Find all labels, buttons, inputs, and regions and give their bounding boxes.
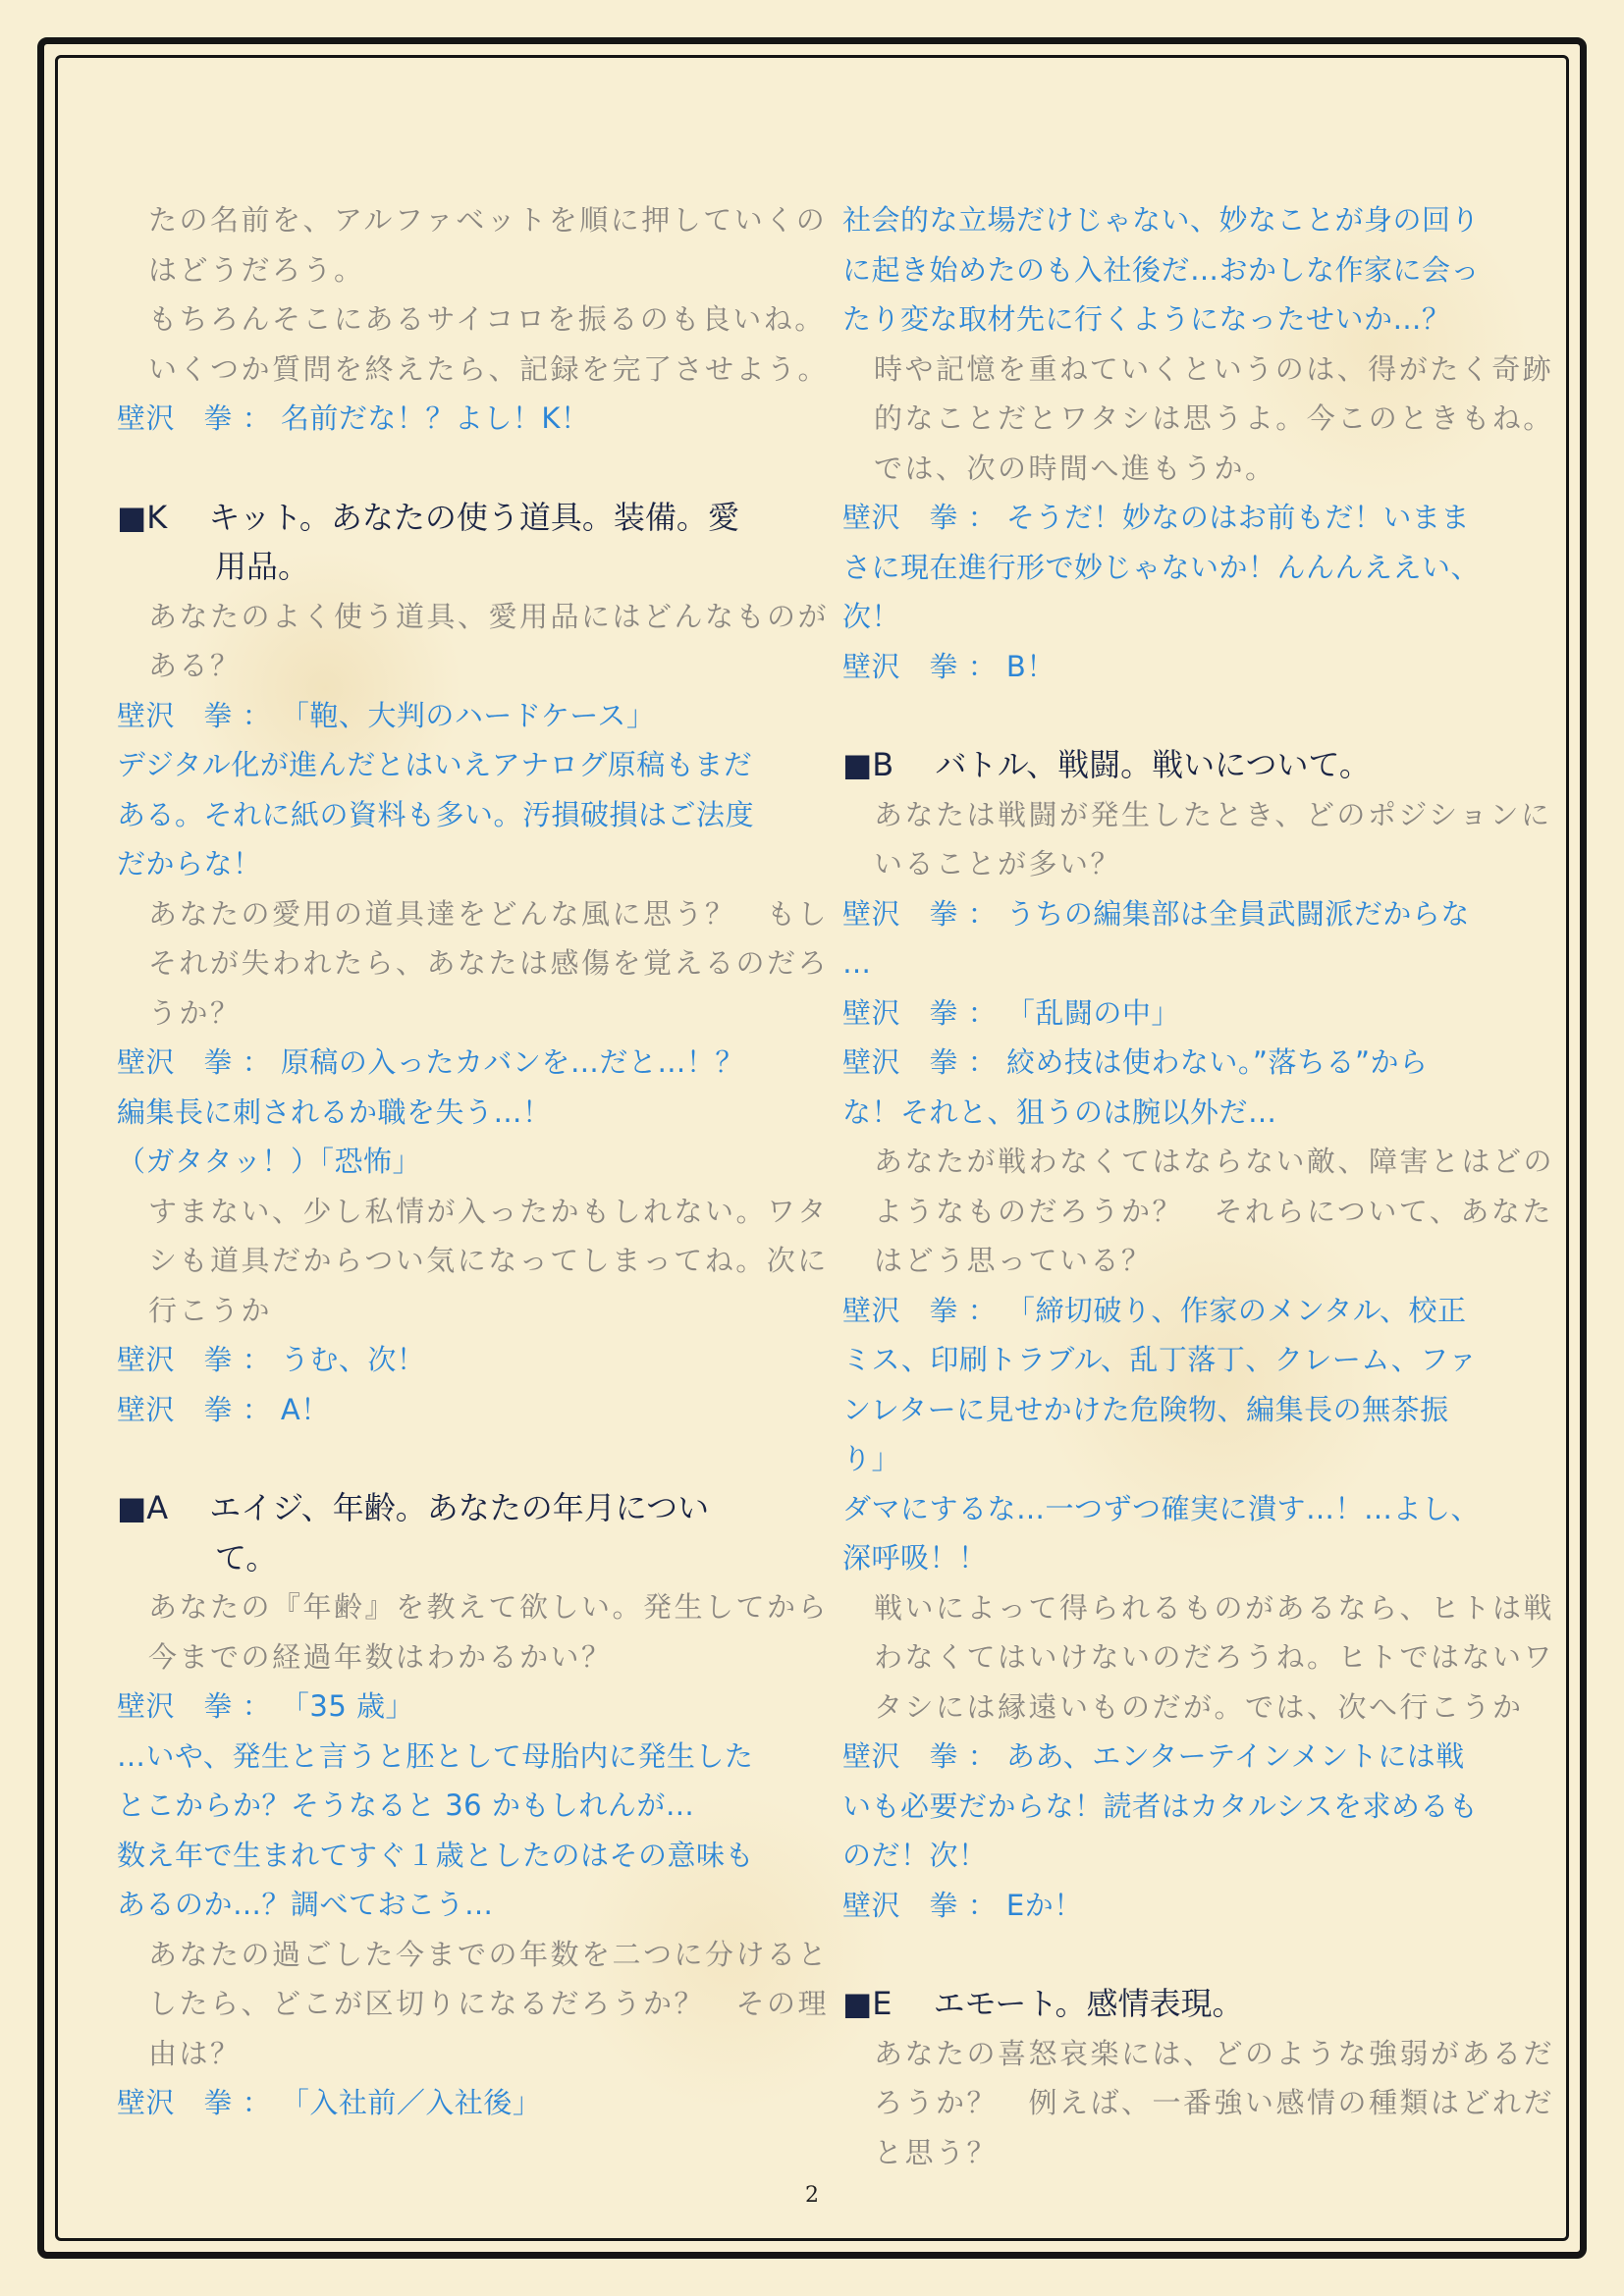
answer-line: な！それと、狙うのは腕以外だ…	[842, 1095, 1277, 1129]
question-line: はどうだろう。	[148, 252, 365, 287]
answer-line: 壁沢 拳 ： うちの編集部は全員武闘派だからな	[842, 896, 1470, 931]
question-line: ようなものだろうか？ それらについて、あなた	[874, 1194, 1553, 1228]
page-number: 2	[805, 2183, 819, 2208]
spacer	[842, 1930, 1510, 1979]
question-line: 時や記憶を重ねていくというのは、得がたく奇跡	[874, 351, 1554, 386]
section-heading-b: ■B バトル、戦闘。戦いについて。	[842, 746, 1371, 783]
question-line: あなたの『年齢』を教えて欲しい。発生してから	[148, 1590, 830, 1624]
answer-line: いも必要だからな！読者はカタルシスを求めるも	[842, 1789, 1479, 1823]
question-line: あなたの愛用の道具達をどんな風に思う？ もし	[148, 896, 830, 931]
answer-line: 壁沢 拳 ： 「鞄、大判のハードケース」	[117, 698, 656, 732]
answer-line: だからな！	[117, 847, 262, 881]
question-line: ろうか？ 例えば、一番強い感情の種類はどれだ	[874, 2086, 1555, 2119]
question-line: わなくてはいけないのだろうね。ヒトではないワ	[874, 1640, 1555, 1674]
spacer	[117, 1434, 785, 1483]
answer-line: ミス、印刷トラブル、乱丁落丁、クレーム、ファ	[842, 1343, 1478, 1376]
answer-line: 次！	[842, 600, 901, 633]
spacer	[842, 691, 1510, 740]
section-heading-a: ■A エイジ、年齢。あなたの年月につい	[117, 1489, 710, 1526]
spacer	[117, 444, 785, 493]
answer-line: 壁沢 拳 ： 「入社前／入社後」	[117, 2086, 542, 2119]
answer-line: 壁沢 拳 ： うむ、次！	[117, 1343, 426, 1376]
answer-line: 壁沢 拳 ： 「乱闘の中」	[842, 995, 1180, 1030]
question-line: もちろんそこにあるサイコロを振るのも良いね。	[148, 302, 826, 336]
answer-line: 編集長に刺されるか職を失う…！	[117, 1095, 552, 1129]
question-line: したら、どこが区切りになるだろうか？ その理	[148, 1987, 830, 2020]
answer-line: …	[842, 946, 872, 980]
question-line: すまない、少し私情が入ったかもしれない。ワタ	[148, 1194, 829, 1228]
answer-line: あるのか…？調べておこう…	[117, 1888, 494, 1921]
left-column	[117, 195, 830, 2128]
question-line: と思う？	[874, 2135, 999, 2169]
question-line: 由は？	[148, 2036, 242, 2070]
answer-line: 深呼吸！！	[842, 1541, 988, 1575]
question-line: それが失われたら、あなたは感傷を覚えるのだろ	[148, 946, 830, 980]
right-column	[842, 195, 1555, 2177]
question-line: あなたが戦わなくてはならない敵、障害とはどの	[874, 1145, 1555, 1178]
question-line: あなたの過ごした今までの年数を二つに分けると	[148, 1937, 830, 1971]
question-line: ある？	[148, 649, 242, 682]
section-heading-k: ■K キット。あなたの使う道具。装備。愛	[117, 498, 739, 536]
answer-line: …いや、発生と言うと胚として母胎内に発生した	[117, 1738, 754, 1773]
answer-line: さに現在進行形で妙じゃないか！んんんええい、	[842, 550, 1481, 584]
answer-line: 壁沢 拳 ： Eか！	[842, 1888, 1083, 1922]
question-line: うか？	[148, 995, 242, 1030]
answer-line: 社会的な立場だけじゃない、妙なことが身の回り	[842, 203, 1481, 237]
answer-line: 壁沢 拳 ： ああ、エンターテインメントには戦	[842, 1739, 1465, 1773]
question-line: タシには縁遠いものだが。では、次へ行こうか	[874, 1689, 1524, 1724]
answer-line: デジタル化が進んだとはいえアナログ原稿もまだ	[117, 748, 753, 781]
question-line: はどう思っている？	[874, 1244, 1153, 1277]
answer-line: 壁沢 拳 ： そうだ！妙なのはお前もだ！いまま	[842, 501, 1470, 534]
answer-line: とこからか？そうなると 36 かもしれんが…	[117, 1789, 695, 1822]
question-line: たの名前を、アルファベットを順に押していくの	[148, 203, 828, 237]
question-line: 戦いによって得られるものがあるなら、ヒトは戦	[874, 1590, 1555, 1625]
answer-line: ダマにするな…一つずつ確実に潰す…！…よし、	[842, 1491, 1481, 1525]
answer-line: 壁沢 拳 ： A！	[117, 1392, 330, 1426]
section-heading-a-cont: て。	[215, 1538, 278, 1576]
answer-line: 壁沢 拳 ： 「締切破り、作家のメンタル、校正	[842, 1293, 1467, 1327]
section-heading-e: ■E エモート。感情表現。	[842, 1985, 1244, 2022]
question-line: 行こうか	[148, 1293, 273, 1327]
answer-line: ンレターに見せかけた危険物、編集長の無茶振	[842, 1392, 1449, 1426]
answer-line: 壁沢 拳 ： 原稿の入ったカバンを…だと…！？	[117, 1045, 744, 1079]
answer-line: 数え年で生まれてすぐ１歳としたのはその意味も	[117, 1838, 755, 1872]
answer-line: 壁沢 拳 ： 名前だな！？よし！K！	[117, 401, 590, 435]
answer-line: 壁沢 拳 ： B！	[842, 649, 1056, 683]
answer-line: のだ！次！	[842, 1839, 988, 1872]
answer-line: 壁沢 拳 ： 「35 歳」	[117, 1689, 415, 1723]
section-heading-k-cont: 用品。	[215, 548, 310, 585]
question-line: あなたの喜怒哀楽には、どのような強弱があるだ	[874, 2036, 1555, 2070]
answer-line: （ガタタッ！）「恐怖」	[117, 1145, 422, 1178]
question-line: あなたは戦闘が発生したとき、どのポジションに	[874, 797, 1552, 831]
answer-line: に起き始めたのも入社後だ…おかしな作家に会っ	[842, 252, 1481, 287]
answer-line: たり変な取材先に行くようになったせいか…？	[842, 302, 1451, 336]
answer-line: り」	[842, 1442, 901, 1475]
question-line: 的なことだとワタシは思うよ。今このときもね。	[874, 401, 1554, 435]
question-line: 今までの経過年数はわかるかい？	[148, 1639, 613, 1674]
question-line: いくつか質問を終えたら、記録を完了させよう。	[148, 351, 830, 386]
question-line: では、次の時間へ進もうか。	[874, 451, 1276, 485]
question-line: いることが多い？	[874, 847, 1122, 881]
answer-line: 壁沢 拳 ： 絞め技は使わない。”落ちる”から	[842, 1045, 1429, 1079]
question-line: あなたのよく使う道具、愛用品にはどんなものが	[148, 599, 830, 633]
question-line: シも道具だからつい気になってしまってね。次に	[148, 1244, 829, 1277]
answer-line: ある。それに紙の資料も多い。汚損破損はご法度	[117, 797, 755, 831]
